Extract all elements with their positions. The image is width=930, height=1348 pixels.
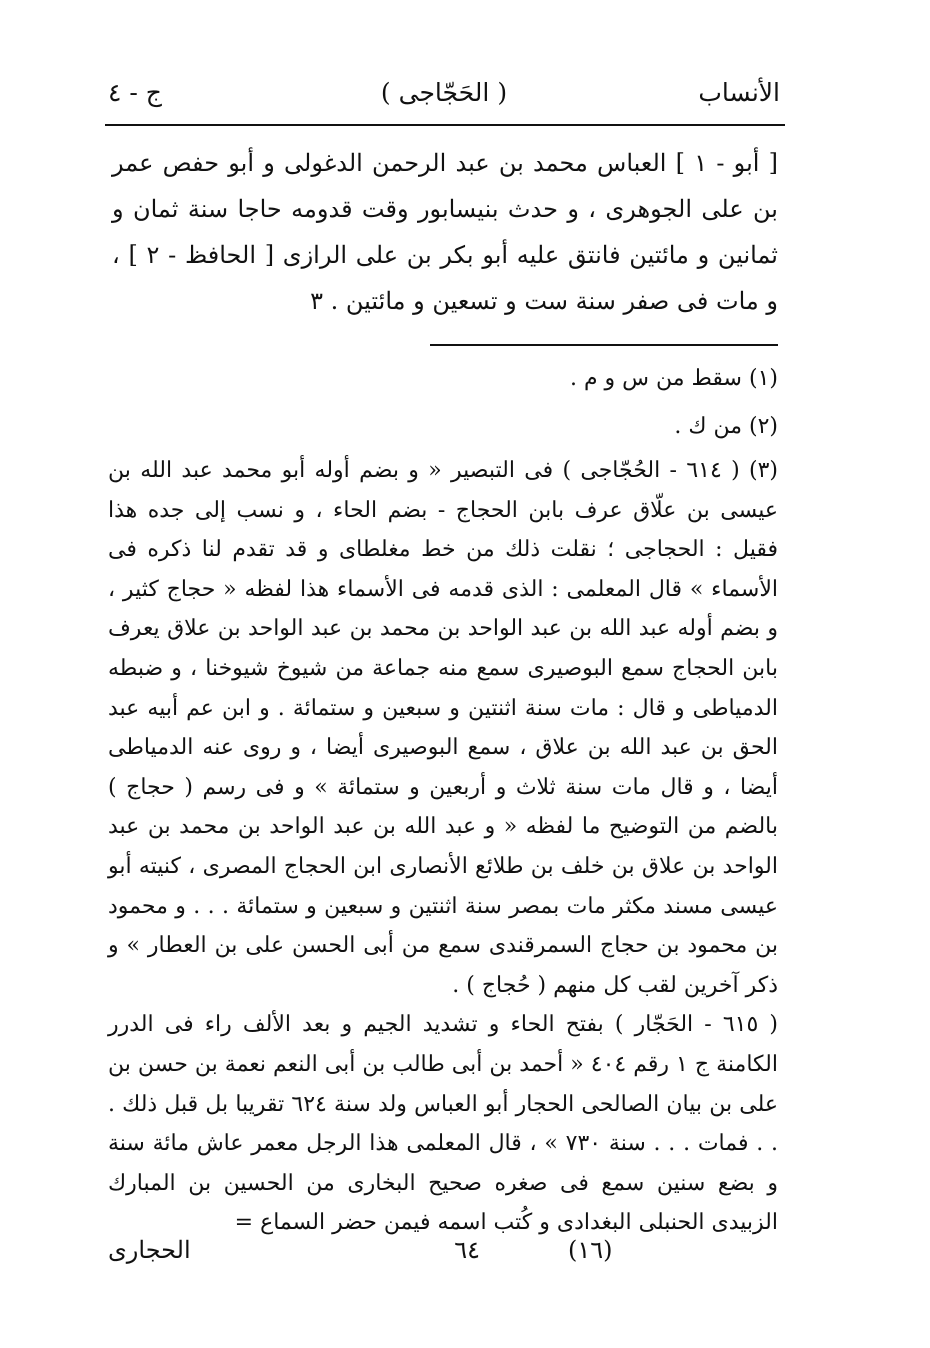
- footnotes: [108, 355, 778, 1243]
- main-text: [112, 140, 778, 324]
- footnote-2: (٢) من ك .: [674, 414, 778, 439]
- book-title: الأنساب: [698, 78, 780, 107]
- main-paragraph: [ أبو - ١ ] العباس محمد بن عبد الرحمن الدغولى و أبو حفص عمر بن على الجوهرى ، و حدث بنيسابور وقت قدومه حاجا سنة ثمان و ثمانين و مائتين فانتق عليه أبو بكر بن على الرازى [ الحافظ - ٢ ] ، و مات فى صفر سنة ست و تسعين و مائتين . ٣: [112, 149, 778, 315]
- footnote-3: (٣) ( ٦١٤ - الحُجّاجى ) فى التبصير « و بضم أوله أبو محمد عبد الله بن عيسى بن علّاق عرف بابن الحجاج - بضم الحاء ، و نسب إلى جده هذا فقيل : الحجاجى ؛ نقلت ذلك من خط مغلطاى و قد تقدم لنا ذكره فى الأسماء » قال المعلمى : الذى قدمه فى الأسماء هذا لفظه « حجاج كثير ، و بضم أوله عبد الله بن عبد الواحد بن محمد بن عبد الواحد بن علاق يعرف بابن الحجاج سمع البوصيرى سمع منه جماعة من شيوخ شيوخنا ، و ضبطه الدمياطى و قال : مات سنة اثنتين و سبعين و ستمائة . و ابن عم أبيه عبد الحق بن عبد الله بن علاق ، سمع البوصيرى أيضا ، و روى عنه الدمياطى أيضا ، و قال مات سنة ثلاث و أربعين و ستمائة » و فى رسم ( حجاج ) بالضم من التوضيح ما لفظه « و عبد الله بن عبد الواحد بن محمد بن عبد الواحد بن علاق بن خلف بن طلائع الأنصارى ابن الحجاج المصرى ، كنيته أبو عيسى مسند مكثر مات بمصر سنة اثنتين و سبعين و ستمائة . . . و محمود بن محمود بن حجاج السمرقندى سمع من أبى الحسن على بن العطار » و ذكر آخرين لقب كل منهم ( حُجاج ) .: [108, 458, 779, 998]
- volume-label: ج - ٤: [108, 78, 162, 107]
- header-rule: [105, 124, 785, 126]
- volume-reference: (١٦): [568, 1236, 613, 1264]
- page-number: ٦٤: [454, 1236, 480, 1264]
- page-footer: [108, 1236, 780, 1276]
- catchword: الحجارى: [108, 1236, 191, 1264]
- footnote-separator: [430, 344, 778, 346]
- footnote-1: (١) سقط من س و م .: [569, 366, 778, 391]
- running-header: [108, 78, 780, 114]
- footnote-3-continuation: ( ٦١٥ - الحَجّار ) بفتح الحاء و تشديد الجيم و بعد الألف راء فى الدرر الكامنة ج ١ رقم ٤٠٤ « أحمد بن أبى طالب بن أبى النعم نعمة بن حسن بن على بن بيان الصالحى الحجار أبو العباس ولد سنة ٦٢٤ تقريبا بل قبل ذلك . . . فمات . . . سنة ٧٣٠ » ، قال المعلمى هذا الرجل معمر عاش مائة سنة و بضع سنين سمع فى صغره صحيح البخارى من الحسين بن المبارك الزبيدى الحنبلى البغدادى و كُتب اسمه فيمن حضر السماع =: [108, 1012, 779, 1236]
- entry-title: ( الحَجّاجى ): [380, 78, 508, 107]
